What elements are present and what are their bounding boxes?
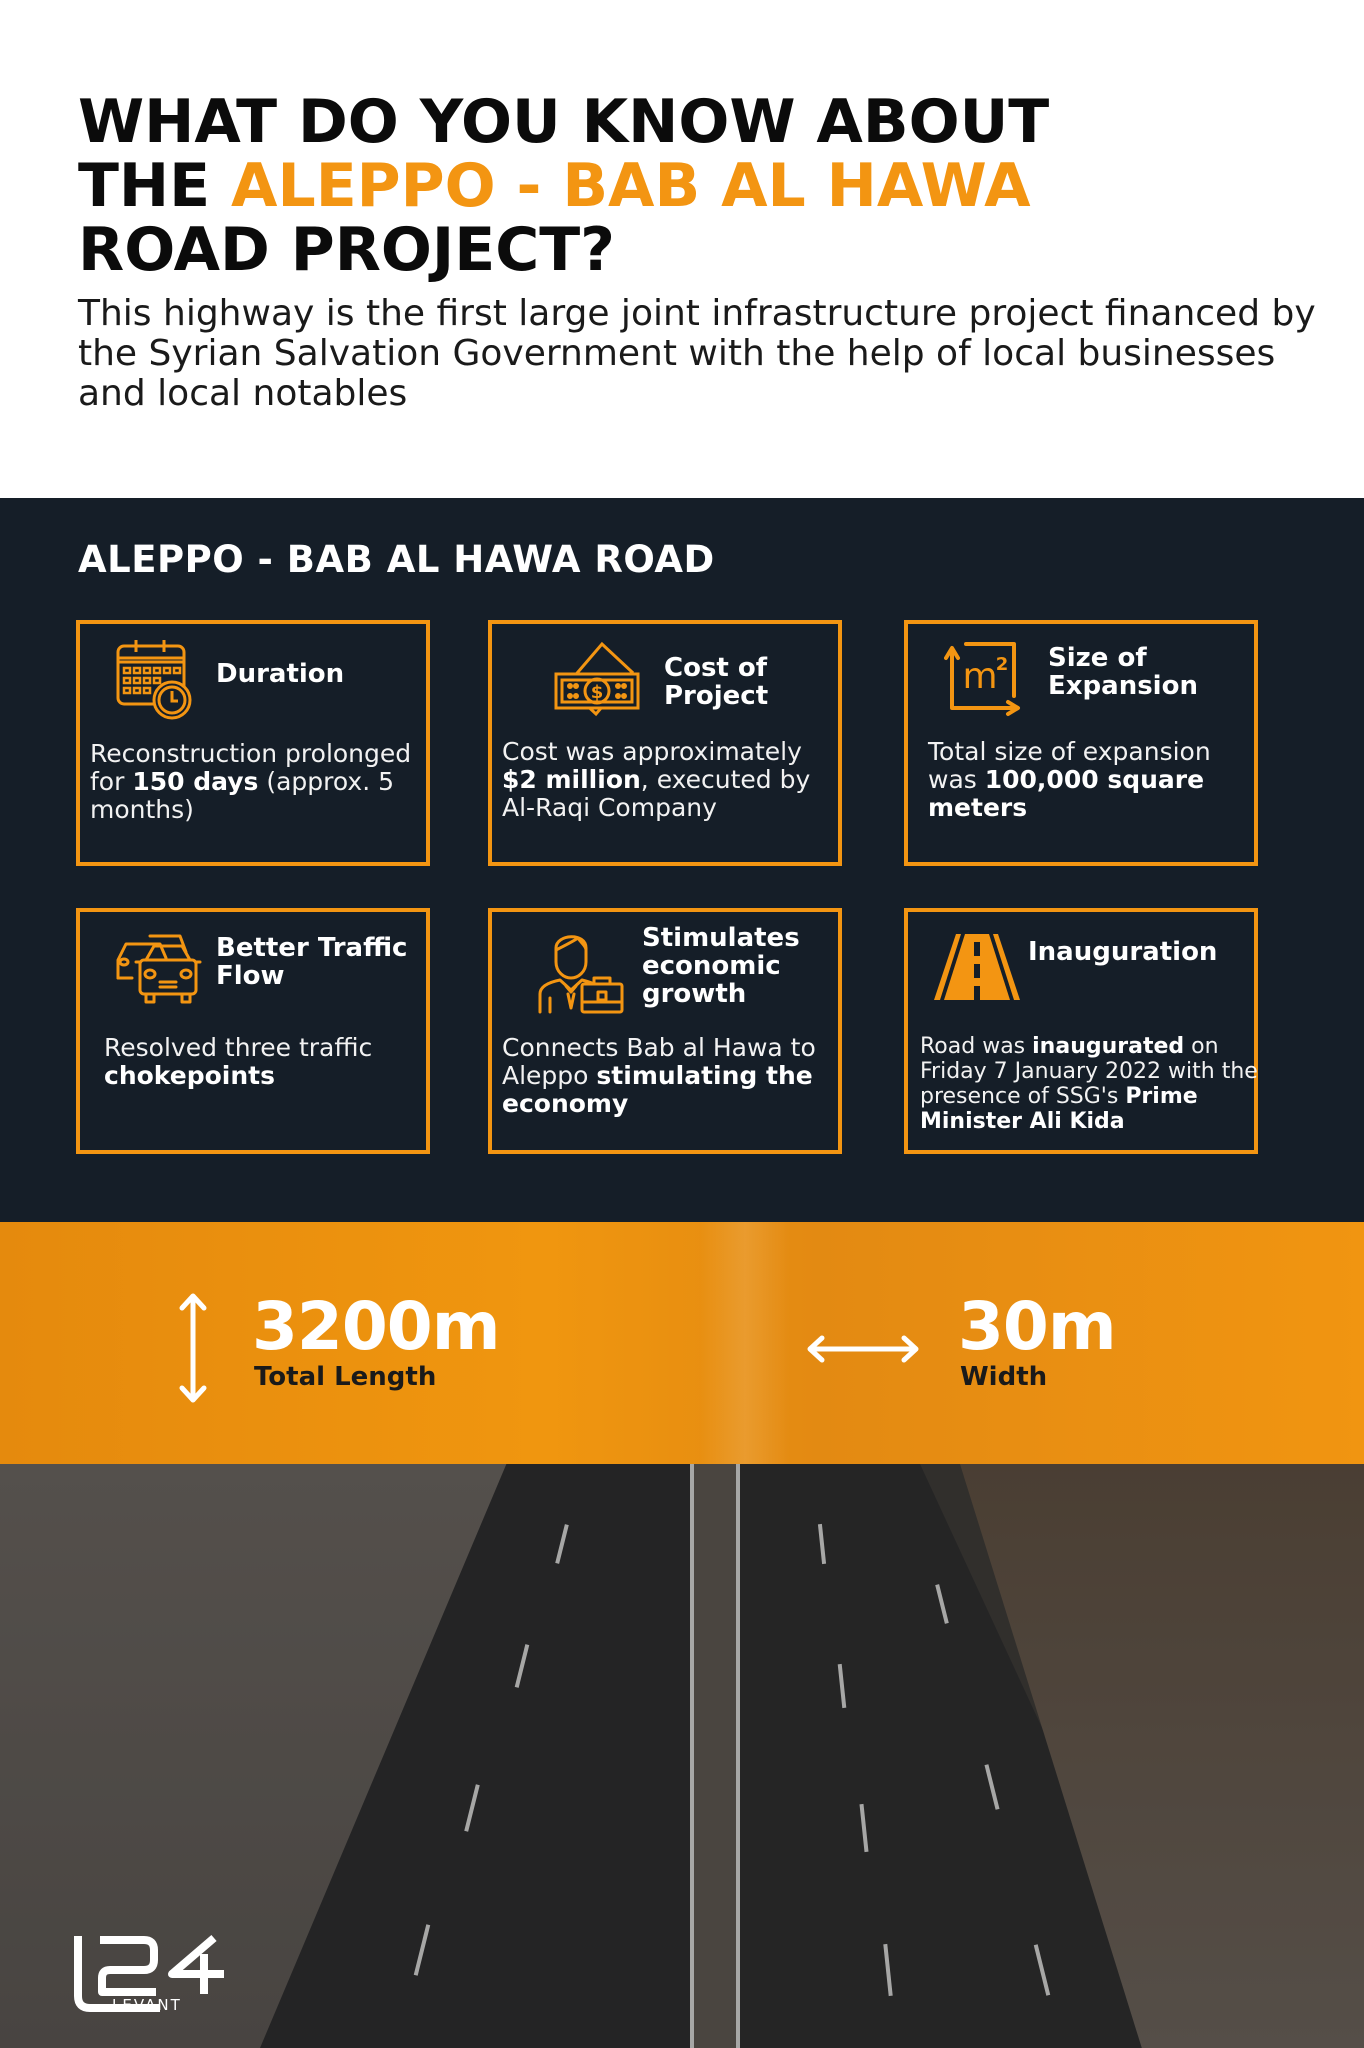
width-label: Width — [960, 1362, 1048, 1392]
card-title: Inauguration — [1028, 937, 1218, 967]
vertical-arrow-icon — [176, 1292, 210, 1408]
road-icon — [934, 934, 1020, 1004]
card-title: Cost of Project — [664, 653, 769, 711]
square-meter-icon — [944, 638, 1026, 724]
card-body: Connects Bab al Hawa to Aleppo stimulating the economy — [502, 1033, 816, 1118]
card-duration — [76, 620, 430, 866]
intro-section — [0, 0, 1364, 498]
page-title — [78, 87, 1278, 285]
svg-text:m: m — [962, 656, 998, 697]
card-economic — [488, 908, 842, 1154]
businessman-briefcase-icon — [536, 928, 626, 1018]
section-title: ALEPPO - BAB AL HAWA ROAD — [78, 538, 715, 581]
card-body: Total size of expansion was 100,000 square meters — [928, 737, 1211, 822]
road-overlay — [700, 1222, 790, 1464]
card-inauguration — [904, 908, 1258, 1154]
width-value: 30m — [958, 1288, 1116, 1365]
title-line-1: WHAT DO YOU KNOW ABOUT — [78, 87, 1050, 157]
cars-traffic-icon — [110, 932, 202, 1010]
calendar-clock-icon — [114, 636, 196, 726]
title-line-2-prefix: THE — [78, 151, 232, 221]
card-size — [904, 620, 1258, 866]
card-traffic — [76, 908, 430, 1154]
card-body: Resolved three traffic chokepoints — [104, 1033, 373, 1090]
card-title: Stimulates economic growth — [642, 923, 800, 1009]
length-value: 3200m — [252, 1288, 500, 1365]
svg-text:$: $ — [590, 682, 604, 703]
card-cost — [488, 620, 842, 866]
subtitle: This highway is the first large joint infrastructure project financed by the Syrian Salvation Government with the help of local businesses and local notables — [78, 293, 1316, 414]
horizontal-arrow-icon — [806, 1332, 920, 1370]
title-line-3: ROAD PROJECT? — [78, 215, 615, 285]
card-title: Duration — [216, 659, 345, 689]
money-bills-icon — [552, 636, 640, 724]
length-label: Total Length — [254, 1362, 437, 1392]
title-accent: ALEPPO - BAB AL HAWA — [231, 151, 1031, 221]
svg-text:2: 2 — [995, 654, 1009, 675]
card-body: Road was inaugurated on Friday 7 January 2022 with the presence of SSG's Prime Minister Ali Kida — [920, 1034, 1258, 1134]
card-title: Size of Expansion — [1048, 643, 1198, 701]
card-body: Cost was approximately $2 million, executed by Al-Raqi Company — [502, 737, 811, 822]
card-body: Reconstruction prolonged for 150 days (approx. 5 months) — [90, 739, 412, 824]
stats-band — [0, 1222, 1364, 1464]
logo-wordmark: LEVANT — [112, 1996, 182, 2014]
card-title: Better Traffic Flow — [216, 933, 408, 991]
